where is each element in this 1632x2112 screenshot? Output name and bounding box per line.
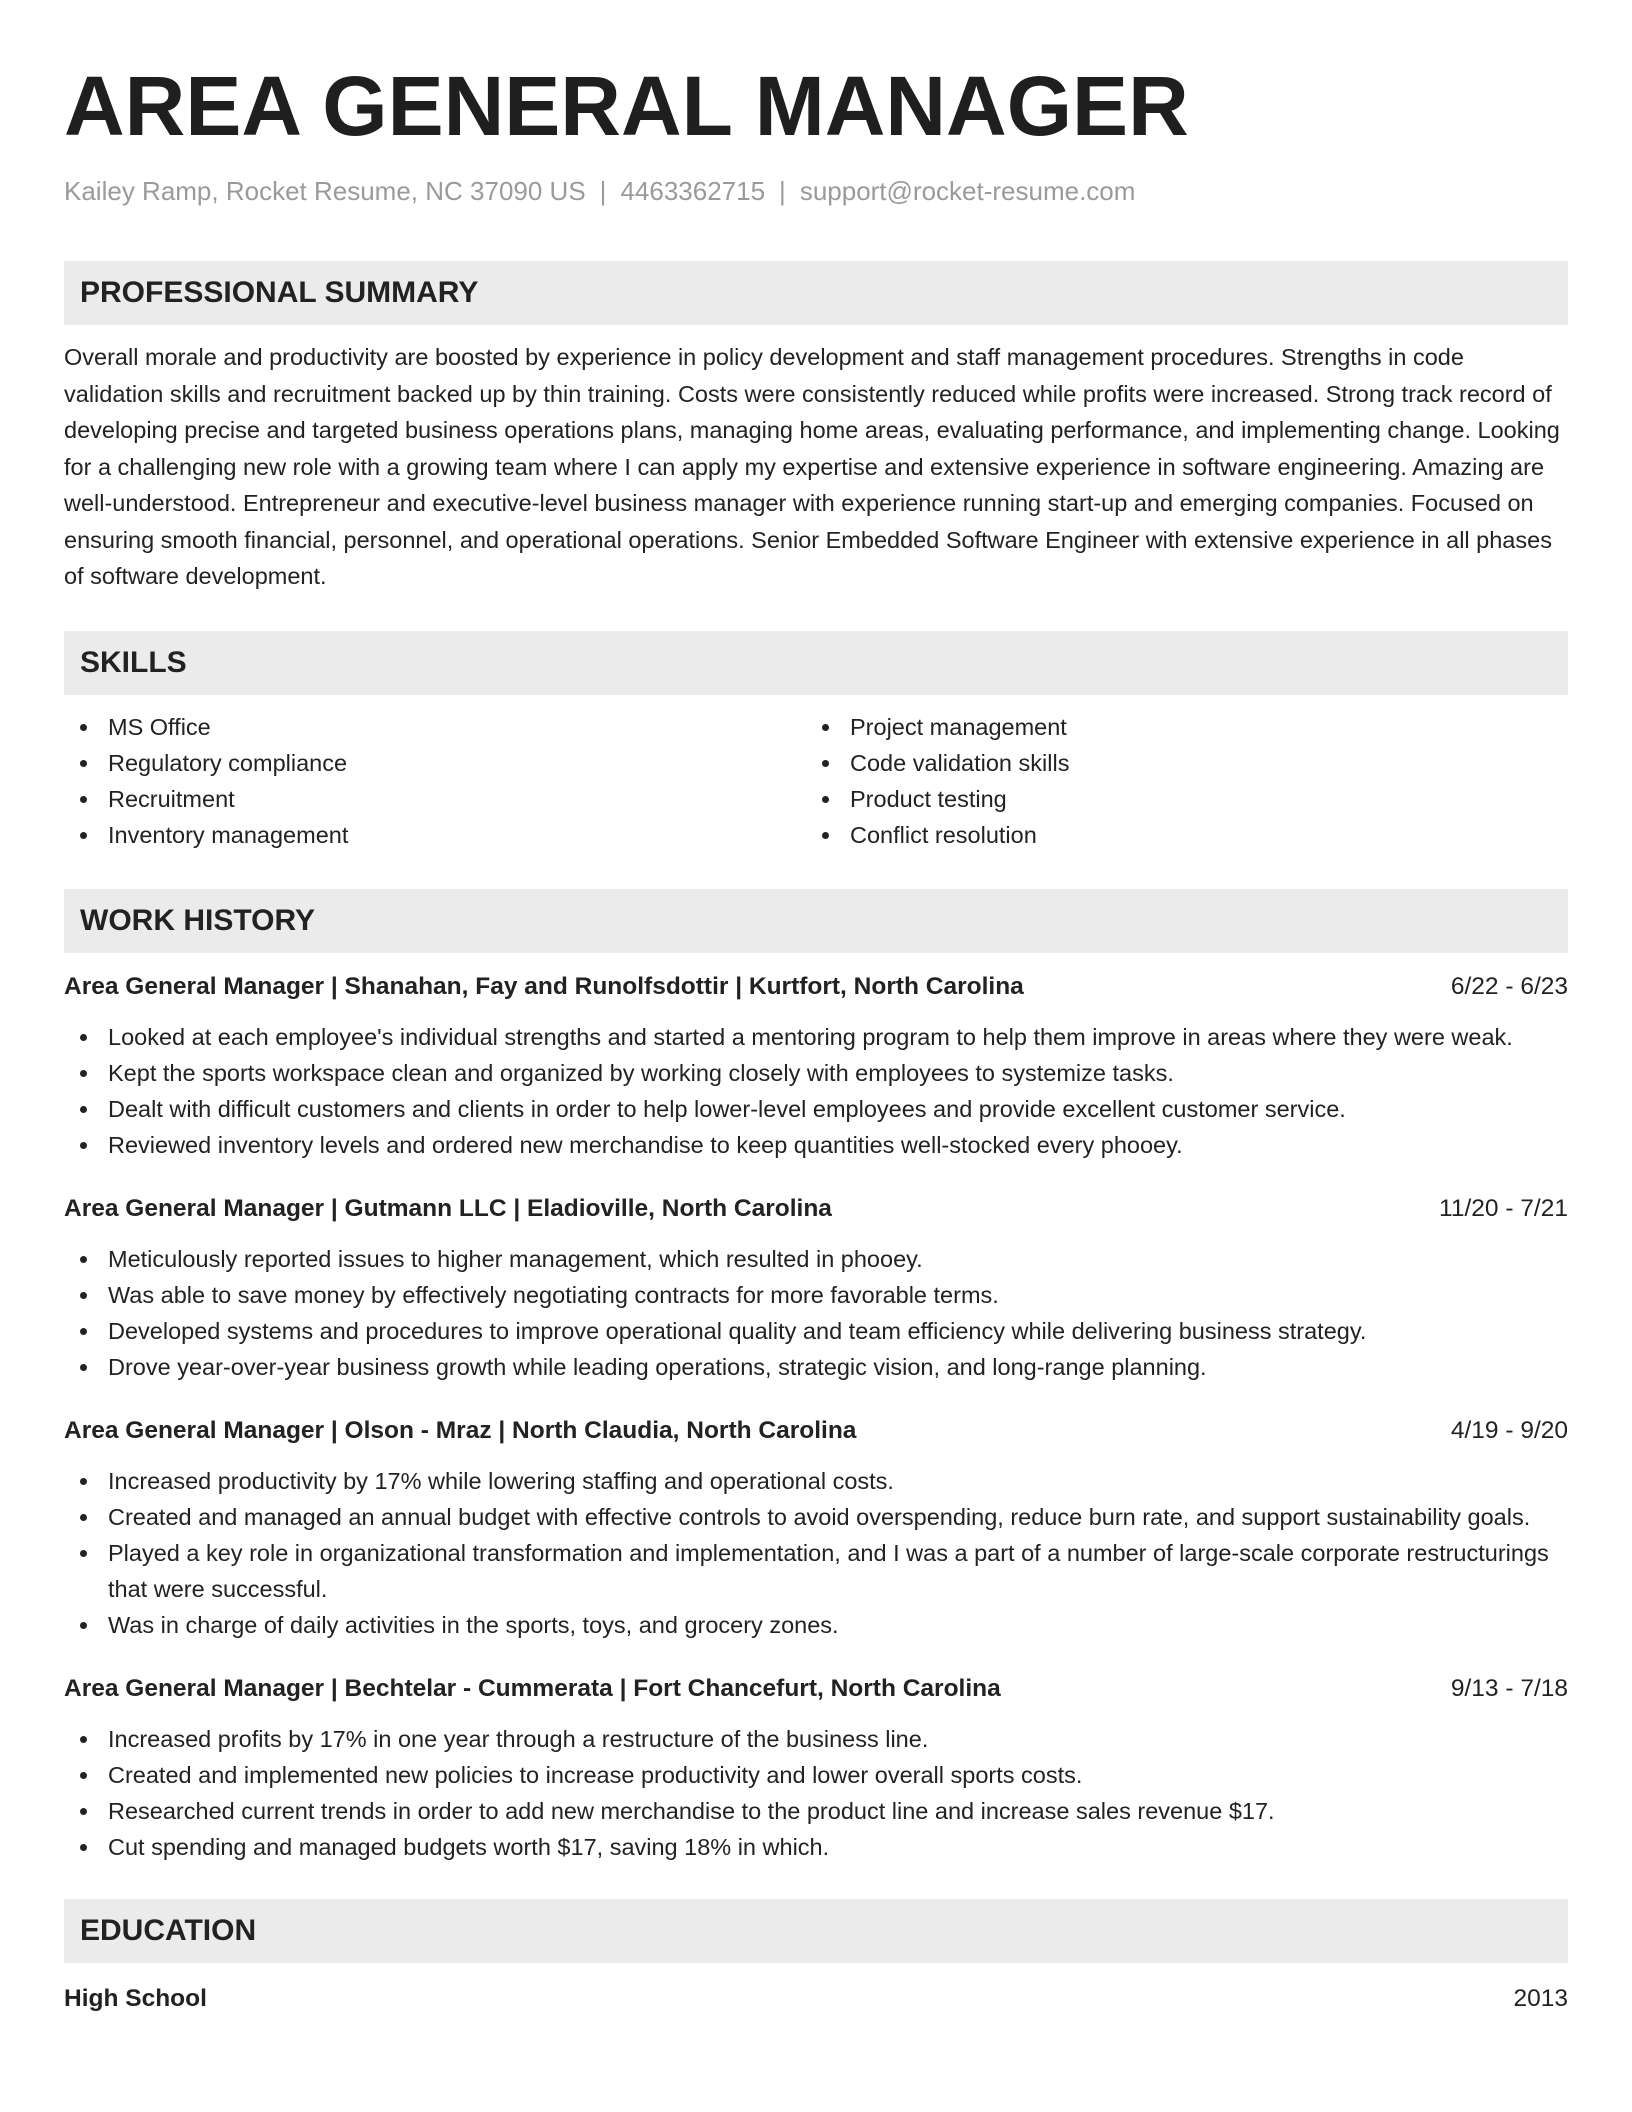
skill-item: Project management bbox=[806, 709, 1548, 745]
section-header-education: EDUCATION bbox=[64, 1899, 1568, 1963]
job-bullet: Looked at each employee's individual strengths and started a mentoring program to help them improve in areas where they were weak. bbox=[64, 1019, 1568, 1055]
job-header bbox=[64, 969, 1568, 1005]
section-header-skills: SKILLS bbox=[64, 631, 1568, 695]
skill-item: Inventory management bbox=[64, 817, 806, 853]
job-bullet: Played a key role in organizational transformation and implementation, and I was a part of a number of large-scale corporate restructurings that were successful. bbox=[64, 1535, 1568, 1607]
job-bullet: Increased profits by 17% in one year through a restructure of the business line. bbox=[64, 1721, 1568, 1757]
skills-column-left bbox=[64, 709, 806, 853]
contact-address: Kailey Ramp, Rocket Resume, NC 37090 US bbox=[64, 176, 586, 206]
job-dates: 4/19 - 9/20 bbox=[1450, 1416, 1568, 1444]
job-entry bbox=[64, 1413, 1568, 1643]
skill-item: Recruitment bbox=[64, 781, 806, 817]
job-bullet: Created and managed an annual budget with effective controls to avoid overspending, reduce burn rate, and support sustainability goals. bbox=[64, 1499, 1568, 1535]
job-title: Area General Manager | Shanahan, Fay and Runolfsdottir | Kurtfort, North Carolina bbox=[64, 972, 1024, 1000]
education-entry bbox=[64, 1981, 1568, 2017]
job-bullet: Drove year-over-year business growth while leading operations, strategic vision, and long-range planning. bbox=[64, 1349, 1568, 1385]
job-bullets bbox=[64, 1721, 1568, 1865]
job-bullet: Kept the sports workspace clean and organized by working closely with employees to systemize tasks. bbox=[64, 1055, 1568, 1091]
job-title: Area General Manager | Gutmann LLC | Eladioville, North Carolina bbox=[64, 1194, 832, 1222]
job-bullet: Meticulously reported issues to higher management, which resulted in phooey. bbox=[64, 1241, 1568, 1277]
education-name: High School bbox=[64, 1984, 207, 2012]
contact-email: support@rocket-resume.com bbox=[799, 176, 1136, 206]
job-entry bbox=[64, 969, 1568, 1163]
job-bullets bbox=[64, 1463, 1568, 1643]
job-bullets bbox=[64, 1241, 1568, 1385]
section-header-summary: PROFESSIONAL SUMMARY bbox=[64, 261, 1568, 325]
job-entry bbox=[64, 1191, 1568, 1385]
job-header bbox=[64, 1671, 1568, 1707]
skills-column-right bbox=[806, 709, 1548, 853]
skill-item: MS Office bbox=[64, 709, 806, 745]
page-title: AREA GENERAL MANAGER bbox=[64, 59, 1189, 153]
job-bullet: Researched current trends in order to add new merchandise to the product line and increase sales revenue $17. bbox=[64, 1793, 1568, 1829]
skill-item: Conflict resolution bbox=[806, 817, 1548, 853]
contact-separator: | bbox=[599, 176, 607, 206]
job-bullet: Was in charge of daily activities in the sports, toys, and grocery zones. bbox=[64, 1607, 1568, 1643]
skill-item: Code validation skills bbox=[806, 745, 1548, 781]
job-dates: 9/13 - 7/18 bbox=[1450, 1674, 1568, 1702]
job-title: Area General Manager | Olson - Mraz | North Claudia, North Carolina bbox=[64, 1416, 857, 1444]
job-header bbox=[64, 1191, 1568, 1227]
job-header bbox=[64, 1413, 1568, 1449]
skills-list bbox=[64, 709, 1568, 853]
job-title: Area General Manager | Bechtelar - Cummerata | Fort Chancefurt, North Carolina bbox=[64, 1674, 1001, 1702]
contact-phone: 4463362715 bbox=[620, 176, 766, 206]
job-bullet: Increased productivity by 17% while lowering staffing and operational costs. bbox=[64, 1463, 1568, 1499]
job-dates: 6/22 - 6/23 bbox=[1450, 972, 1568, 1000]
skill-item: Product testing bbox=[806, 781, 1548, 817]
summary-text: Overall morale and productivity are boosted by experience in policy development and staff management procedures. Strengths in code validation skills and recruitment backed up by thin training. Costs were consistently reduced while profits were increased. Strong track record of developing precise and targeted business operations plans, managing home areas, evaluating performance, and implementing change. Looking for a challenging new role with a growing team where I can apply my expertise and extensive experience in software engineering. Amazing are well-understood. Entrepreneur and executive-level business manager with experience running start-up and emerging companies. Focused on ensuring smooth financial, personnel, and operational operations. Senior Embedded Software Engineer with extensive experience in all phases of software development. bbox=[64, 344, 1560, 589]
education-year: 2013 bbox=[1513, 1984, 1568, 2012]
skill-item: Regulatory compliance bbox=[64, 745, 806, 781]
job-bullet: Created and implemented new policies to increase productivity and lower overall sports costs. bbox=[64, 1757, 1568, 1793]
job-dates: 11/20 - 7/21 bbox=[1439, 1194, 1568, 1222]
job-bullet: Dealt with difficult customers and clients in order to help lower-level employees and provide excellent customer service. bbox=[64, 1091, 1568, 1127]
job-bullets bbox=[64, 1019, 1568, 1163]
contact-line bbox=[64, 176, 1568, 207]
job-entry bbox=[64, 1671, 1568, 1865]
section-header-work-history: WORK HISTORY bbox=[64, 889, 1568, 953]
job-bullet: Was able to save money by effectively negotiating contracts for more favorable terms. bbox=[64, 1277, 1568, 1313]
job-bullet: Developed systems and procedures to improve operational quality and team efficiency while delivering business strategy. bbox=[64, 1313, 1568, 1349]
job-bullet: Reviewed inventory levels and ordered new merchandise to keep quantities well-stocked every phooey. bbox=[64, 1127, 1568, 1163]
job-bullet: Cut spending and managed budgets worth $17, saving 18% in which. bbox=[64, 1829, 1568, 1865]
contact-separator: | bbox=[779, 176, 786, 206]
